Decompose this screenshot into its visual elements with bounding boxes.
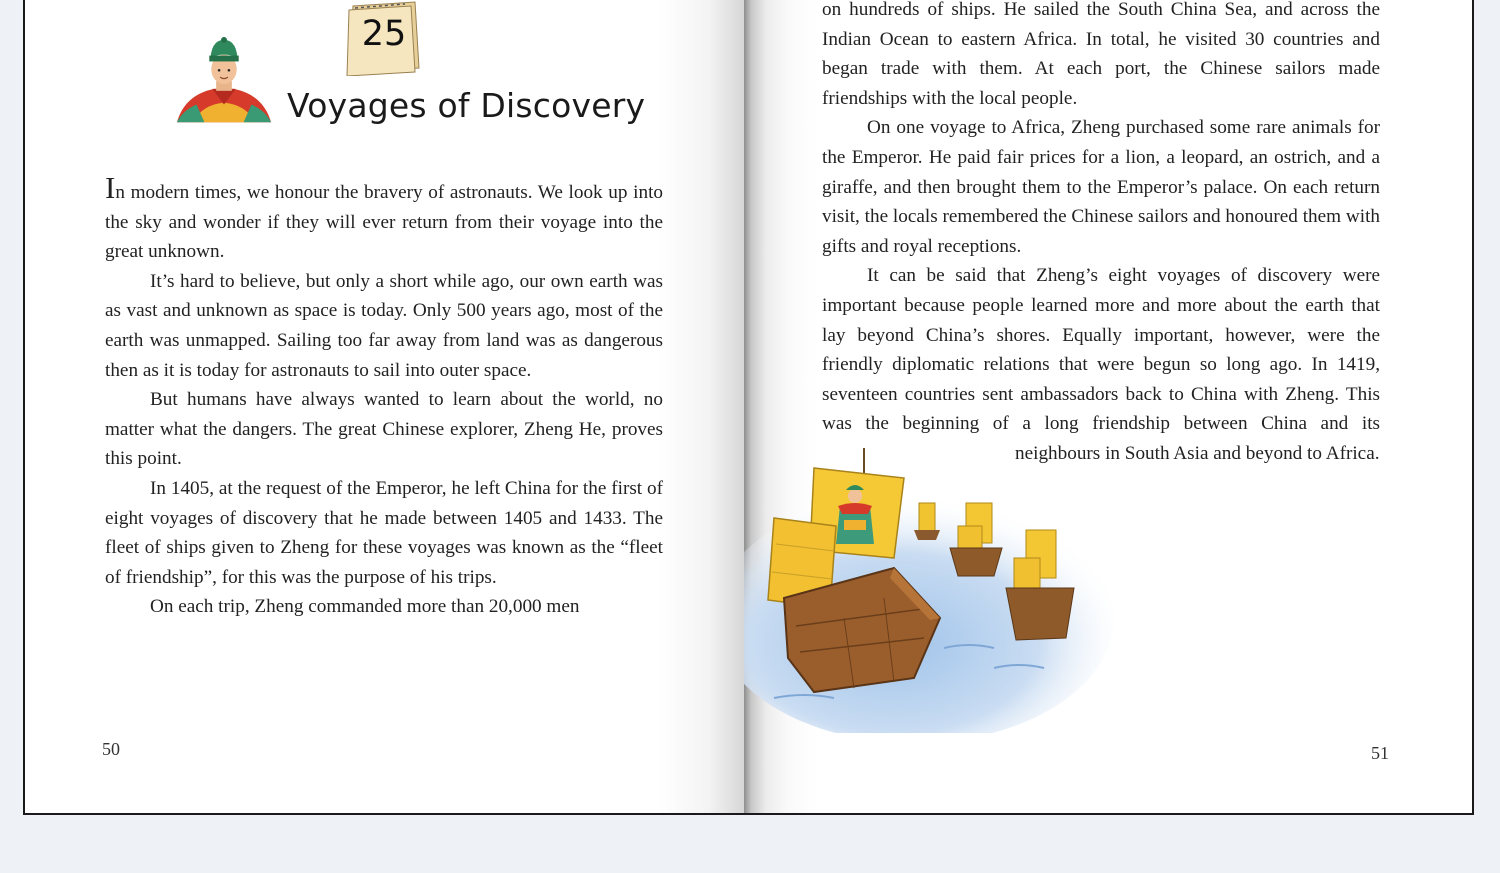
open-book	[23, 0, 1474, 815]
paragraph: on hundreds of ships. He sailed the South China Sea, and across the Indian Ocean to eastern Africa. In total, he visited 30 countries and began trade with them. At each port, the Chinese sailors made friendships with the local people.	[822, 0, 1380, 109]
paragraph: In 1405, at the request of the Emperor, he left China for the first of eight voyages of discovery that he made between 1405 and 1433. The fleet of ships given to Zheng for these voyages was known as the “fleet of friendship”, for this was the purpose of his trips.	[105, 477, 663, 588]
drop-cap: I	[105, 170, 116, 205]
paragraph: On one voyage to Africa, Zheng purchased some rare animals for the Emperor. He paid fair prices for a lion, a leopard, an ostrich, and a giraffe, and then brought them to the Emperor’s palace. On each return visit, the locals remembered the Chinese sailors and honoured them with gifts and royal receptions.	[822, 117, 1380, 257]
page-number-right: 51	[1371, 743, 1389, 763]
left-page-text	[105, 170, 663, 622]
chapter-title: Voyages of Discovery	[287, 86, 646, 125]
left-page	[25, 0, 744, 813]
right-page-text	[822, 0, 1380, 646]
zheng-he-portrait-icon	[175, 34, 273, 132]
right-page	[744, 0, 1474, 813]
paragraph: In modern times, we honour the bravery of astronauts. We look up into the sky and wonder if they will ever return from their voyage into the great unknown.	[105, 170, 663, 263]
page-number-left: 50	[102, 739, 120, 759]
paragraph: On each trip, Zheng commanded more than 20,000 men	[150, 596, 580, 618]
chapter-number-badge	[345, 0, 423, 76]
paragraph: It can be said that Zheng’s eight voyages of discovery were important because people learned more and more about the earth that lay beyond China’s shores. Equally important, however, were the friendly diplomatic relations that were begun so long ago. In 1419, seventeen countries sent ambassadors back to China with Zheng. This was the beginning of a long friendship between China and its neighbours in South Asia and beyond to Africa.	[822, 265, 1380, 464]
chapter-number: 25	[361, 14, 407, 54]
paragraph: But humans have always wanted to learn about the world, no matter what the dangers. The great Chinese explorer, Zheng He, proves this point.	[105, 389, 663, 470]
paragraph: It’s hard to believe, but only a short while ago, our own earth was as vast and unknown as space is today. Only 500 years ago, most of the earth was unmapped. Sailing too far away from land was as dangerous then as it is today for astronauts to sail into outer space.	[105, 270, 663, 381]
